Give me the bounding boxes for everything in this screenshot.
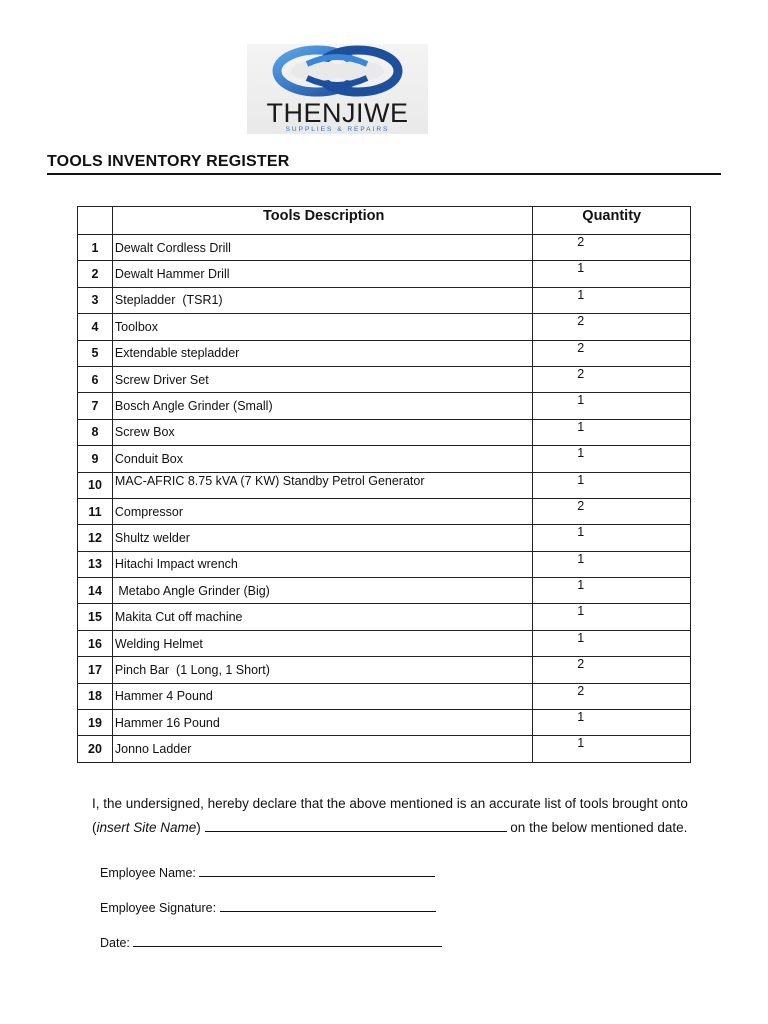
quantity-cell [533,657,691,683]
quantity-cell [533,525,691,551]
quantity-cell [533,340,691,366]
tool-description: Hammer 16 Pound [112,710,533,736]
document-title: TOOLS INVENTORY REGISTER [47,153,290,170]
quantity-cell [533,736,691,762]
row-number: 1 [78,235,113,261]
table-row [78,551,691,577]
table-row [78,366,691,392]
inventory-table [77,206,691,763]
row-number: 12 [78,525,113,551]
tool-quantity: 1 [577,736,585,751]
tool-quantity: 1 [577,630,585,645]
table-row [78,736,691,762]
tool-quantity: 2 [577,498,585,513]
tool-description: Shultz welder [112,525,533,551]
declaration-close-paren: ) [196,820,205,835]
quantity-cell [533,419,691,445]
tool-quantity: 1 [577,604,585,619]
table-row [78,446,691,472]
quantity-cell [533,446,691,472]
quantity-cell [533,551,691,577]
title-underline [47,173,721,175]
tool-description: Dewalt Hammer Drill [112,261,533,287]
row-number: 13 [78,551,113,577]
tool-quantity: 2 [577,366,585,381]
row-number: 16 [78,630,113,656]
tool-description: Conduit Box [112,446,533,472]
quantity-cell [533,498,691,524]
row-number: 15 [78,604,113,630]
table-row [78,314,691,340]
tool-quantity: 2 [577,314,585,329]
tool-description: Screw Box [112,419,533,445]
tool-description: Extendable stepladder [112,340,533,366]
quantity-cell [533,235,691,261]
tool-description: Toolbox [112,314,533,340]
tool-description: Compressor [112,498,533,524]
header-description: Tools Description [112,207,533,235]
tool-quantity: 1 [577,393,585,408]
tool-description: Jonno Ladder [112,736,533,762]
table-row [78,525,691,551]
table-row [78,235,691,261]
inventory-table-body [78,235,691,763]
employee-signature-label: Employee Signature: [100,901,220,915]
table-row [78,393,691,419]
table-row [78,498,691,524]
table-row [78,340,691,366]
site-name-blank[interactable] [205,819,507,832]
row-number: 20 [78,736,113,762]
tool-description: MAC-AFRIC 8.75 kVA (7 KW) Standby Petrol Generator [112,472,533,498]
row-number: 4 [78,314,113,340]
tool-description: Screw Driver Set [112,366,533,392]
table-row [78,578,691,604]
tool-description: Dewalt Cordless Drill [112,235,533,261]
table-row [78,419,691,445]
logo-wordmark: THENJIWE [266,98,409,128]
thenjiwe-logo-icon [247,44,428,104]
date-blank[interactable] [133,934,442,947]
tool-description: Metabo Angle Grinder (Big) [112,578,533,604]
site-name-hint: insert Site Name [96,820,197,835]
row-number: 9 [78,446,113,472]
tool-quantity: 2 [577,657,585,672]
table-row [78,604,691,630]
tool-quantity: 2 [577,683,585,698]
row-number: 17 [78,657,113,683]
tool-description: Pinch Bar (1 Long, 1 Short) [112,657,533,683]
header-number [78,207,113,235]
quantity-cell [533,393,691,419]
row-number: 5 [78,340,113,366]
tool-quantity: 2 [577,235,585,249]
table-row [78,261,691,287]
date-field [100,934,442,950]
tool-quantity: 1 [577,287,585,302]
table-row [78,657,691,683]
quantity-cell [533,287,691,313]
row-number: 2 [78,261,113,287]
employee-name-blank[interactable] [199,864,435,877]
tool-quantity: 1 [577,419,585,434]
row-number: 11 [78,498,113,524]
logo-tagline: SUPPLIES & REPAIRS [285,126,390,133]
employee-name-label: Employee Name: [100,866,200,880]
quantity-cell [533,472,691,498]
row-number: 10 [78,472,113,498]
tool-description: Makita Cut off machine [112,604,533,630]
tool-quantity: 2 [577,340,585,355]
row-number: 8 [78,419,113,445]
declaration-line-1: I, the undersigned, hereby declare that the above mentioned is an accurate list of tools brought onto [92,796,688,811]
row-number: 6 [78,366,113,392]
row-number: 18 [78,683,113,709]
tool-description: Stepladder (TSR1) [112,287,533,313]
company-logo [247,44,428,134]
declaration-line-2 [92,819,687,835]
header-quantity: Quantity [533,207,691,235]
tool-quantity: 1 [577,551,585,566]
quantity-cell [533,261,691,287]
date-label: Date: [100,936,134,950]
tool-quantity: 1 [577,261,585,276]
employee-signature-blank[interactable] [220,899,436,912]
tool-quantity: 1 [577,578,585,593]
tool-quantity: 1 [577,710,585,725]
declaration-open-paren: ( [92,820,97,835]
tool-description: Hammer 4 Pound [112,683,533,709]
row-number: 19 [78,710,113,736]
tool-quantity: 1 [577,525,585,540]
table-row [78,683,691,709]
row-number: 7 [78,393,113,419]
table-row [78,710,691,736]
table-row [78,630,691,656]
quantity-cell [533,366,691,392]
quantity-cell [533,683,691,709]
tool-description: Welding Helmet [112,630,533,656]
declaration-end: on the below mentioned date. [506,820,688,835]
tool-quantity: 1 [577,472,585,487]
quantity-cell [533,630,691,656]
table-header-row [78,207,691,235]
quantity-cell [533,314,691,340]
quantity-cell [533,604,691,630]
row-number: 14 [78,578,113,604]
table-row [78,472,691,498]
tool-description: Hitachi Impact wrench [112,551,533,577]
row-number: 3 [78,287,113,313]
employee-name-field [100,864,435,880]
employee-signature-field [100,899,436,915]
quantity-cell [533,710,691,736]
table-row [78,287,691,313]
tool-description: Bosch Angle Grinder (Small) [112,393,533,419]
tool-quantity: 1 [577,446,585,461]
quantity-cell [533,578,691,604]
